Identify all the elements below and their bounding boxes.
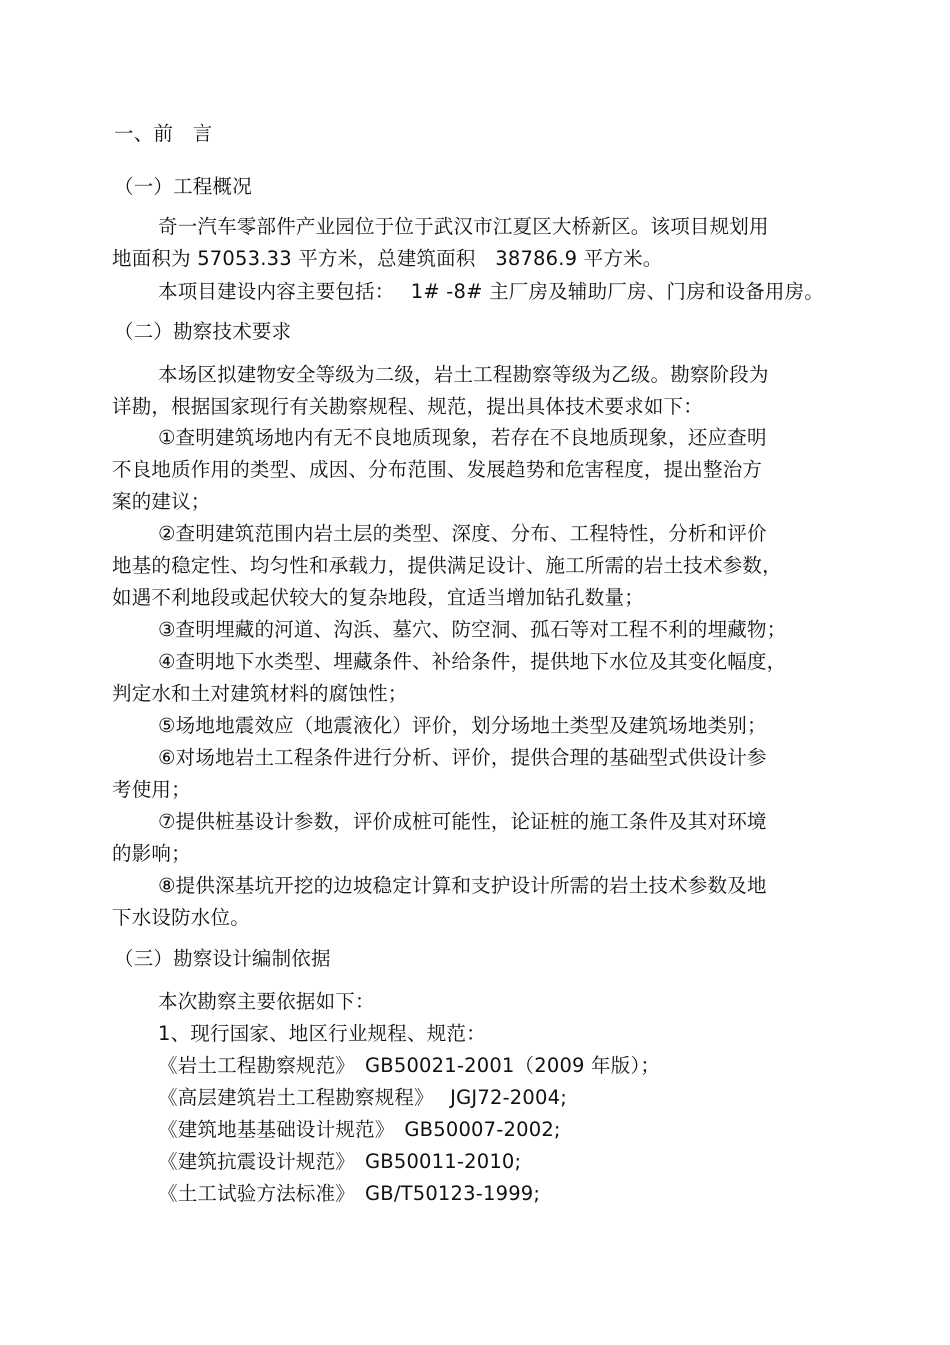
subsection-heading-2: （二）勘察技术要求 [114,320,292,343]
standard-reference: 《岩土工程勘察规范》 GB50021-2001（2009 年版）； [158,1054,661,1077]
standard-reference: 《土工试验方法标准》 GB/T50123-1999; [158,1182,541,1205]
paragraph-line: 考使用； [112,778,191,801]
paragraph-line: 的影响； [112,842,191,865]
requirement-item-7: ⑦提供桩基设计参数，评价成桩可能性，论证桩的施工条件及其对环境 [158,810,767,833]
paragraph-line: 地面积为 57053.33 平方米，总建筑面积 38786.9 平方米。 [112,247,663,270]
paragraph-line: 判定水和土对建筑材料的腐蚀性； [112,682,408,705]
paragraph-line: 地基的稳定性、均匀性和承载力，提供满足设计、施工所需的岩土技术参数， [112,554,782,577]
requirement-item-4: ④查明地下水类型、埋藏条件、补给条件，提供地下水位及其变化幅度， [158,650,787,673]
paragraph-line: 案的建议； [112,490,211,513]
standard-reference: 《建筑抗震设计规范》 GB50011-2010; [158,1150,522,1173]
standard-reference: 《高层建筑岩土工程勘察规程》 JGJ72-2004; [158,1086,568,1109]
requirement-item-3: ③查明埋藏的河道、沟浜、墓穴、防空洞、孤石等对工程不利的埋藏物； [158,618,787,641]
requirement-item-8: ⑧提供深基坑开挖的边坡稳定计算和支护设计所需的岩土技术参数及地 [158,874,767,897]
section-title: 一、前 言 [114,122,213,145]
requirement-item-5: ⑤场地地震效应（地震液化）评价，划分场地土类型及建筑场地类别； [158,714,767,737]
paragraph-line: 详勘，根据国家现行有关勘察规程、规范，提出具体技术要求如下： [112,395,704,418]
subsection-heading-3: （三）勘察设计编制依据 [114,947,331,970]
paragraph-line: 不良地质作用的类型、成因、分布范围、发展趋势和危害程度，提出整治方 [112,458,763,481]
paragraph-line: 下水设防水位。 [112,906,250,929]
subsection-heading-1: （一）工程概况 [114,175,252,198]
requirement-item-1: ①查明建筑场地内有无不良地质现象，若存在不良地质现象，还应查明 [158,426,767,449]
paragraph-line: 本项目建设内容主要包括： 1# -8# 主厂房及辅助厂房、门房和设备用房。 [158,280,824,303]
paragraph-line: 奇一汽车零部件产业园位于位于武汉市江夏区大桥新区。该项目规划用 [158,215,769,238]
paragraph-line: 本次勘察主要依据如下： [158,990,375,1013]
paragraph-line: 如遇不利地段或起伏较大的复杂地段，宜适当增加钻孔数量； [112,586,644,609]
requirement-item-2: ②查明建筑范围内岩土层的类型、深度、分布、工程特性，分析和评价 [158,522,767,545]
paragraph-line: 本场区拟建物安全等级为二级，岩土工程勘察等级为乙级。勘察阶段为 [158,363,769,386]
standard-reference: 《建筑地基基础设计规范》 GB50007-2002; [158,1118,561,1141]
requirement-item-6: ⑥对场地岩土工程条件进行分析、评价，提供合理的基础型式供设计参 [158,746,767,769]
paragraph-line: 1、现行国家、地区行业规程、规范： [158,1022,486,1045]
